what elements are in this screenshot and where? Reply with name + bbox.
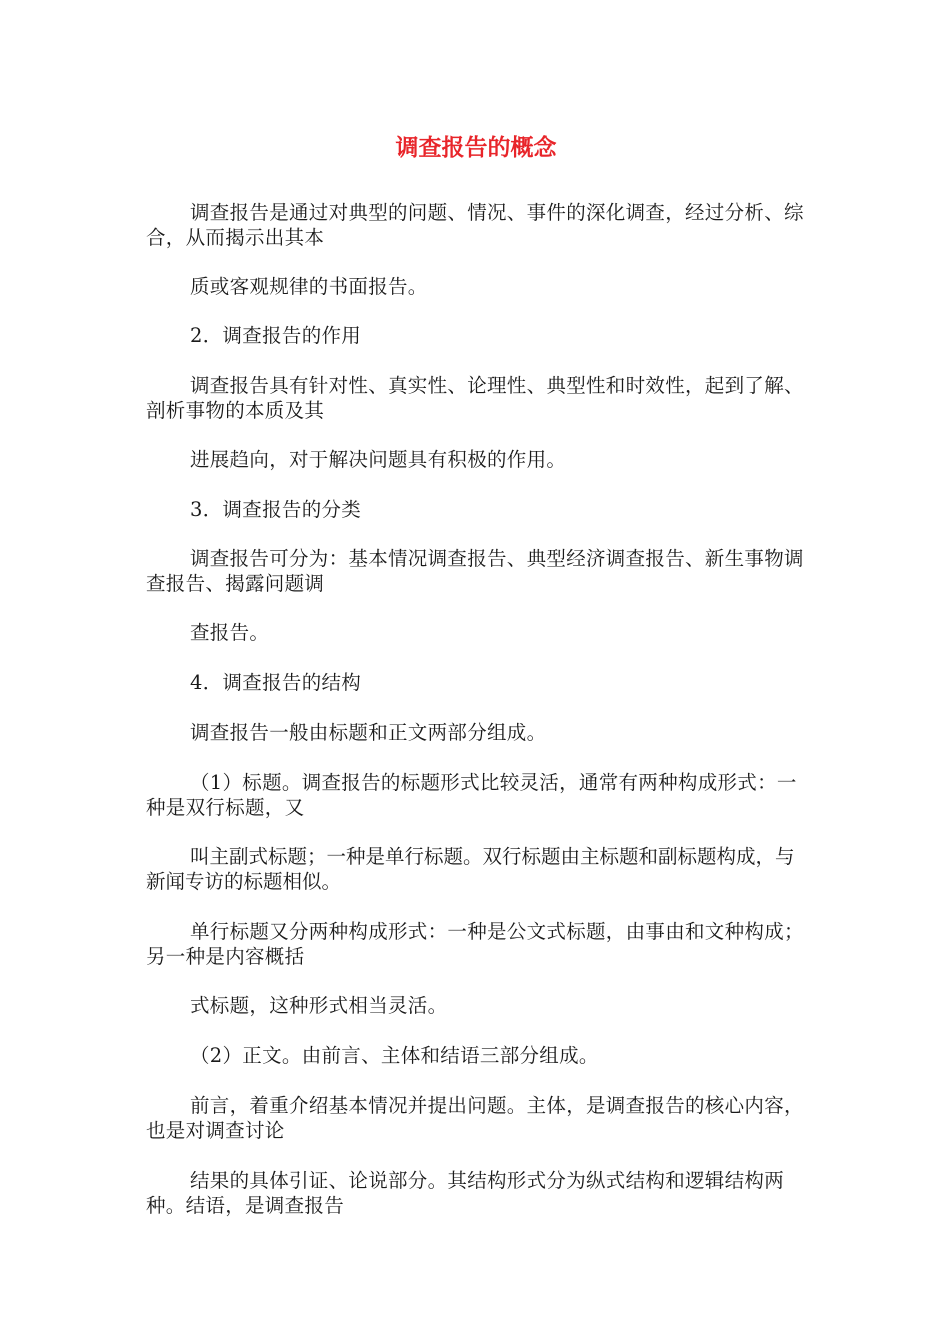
section-heading-2: 2．调查报告的作用 bbox=[190, 324, 362, 347]
section-heading-4: 4．调查报告的结构 bbox=[190, 671, 362, 694]
paragraph-10: 单行标题又分两种构成形式：一种是公文式标题，由事由和文种构成；另一种是内容概括 bbox=[146, 920, 804, 968]
paragraph-3: 调查报告具有针对性、真实性、论理性、典型性和时效性，起到了解、剖析事物的本质及其 bbox=[146, 374, 804, 422]
paragraph-4: 进展趋向，对于解决问题具有积极的作用。 bbox=[190, 448, 567, 471]
document-title: 调查报告的概念 bbox=[395, 135, 557, 161]
paragraph-1: 调查报告是通过对典型的问题、情况、事件的深化调查，经过分析、综合，从而揭示出其本 bbox=[146, 201, 804, 249]
paragraph-8: （1）标题。调查报告的标题形式比较灵活，通常有两种构成形式：一种是双行标题，又 bbox=[146, 771, 797, 819]
paragraph-11: 式标题，这种形式相当灵活。 bbox=[190, 994, 448, 1017]
paragraph-12: （2）正文。由前言、主体和结语三部分组成。 bbox=[190, 1044, 599, 1067]
paragraph-7: 调查报告一般由标题和正文两部分组成。 bbox=[190, 721, 547, 744]
section-heading-3: 3．调查报告的分类 bbox=[190, 498, 362, 521]
paragraph-14: 结果的具体引证、论说部分。其结构形式分为纵式结构和逻辑结构两种。结语，是调查报告 bbox=[146, 1169, 785, 1217]
paragraph-9: 叫主副式标题；一种是单行标题。双行标题由主标题和副标题构成，与新闻专访的标题相似。 bbox=[146, 845, 795, 893]
paragraph-13: 前言，着重介绍基本情况并提出问题。主体，是调查报告的核心内容，也是对调查讨论 bbox=[146, 1094, 804, 1142]
paragraph-5: 调查报告可分为：基本情况调查报告、典型经济调查报告、新生事物调查报告、揭露问题调 bbox=[146, 547, 804, 595]
paragraph-2: 质或客观规律的书面报告。 bbox=[190, 275, 428, 298]
paragraph-6: 查报告。 bbox=[190, 621, 270, 644]
